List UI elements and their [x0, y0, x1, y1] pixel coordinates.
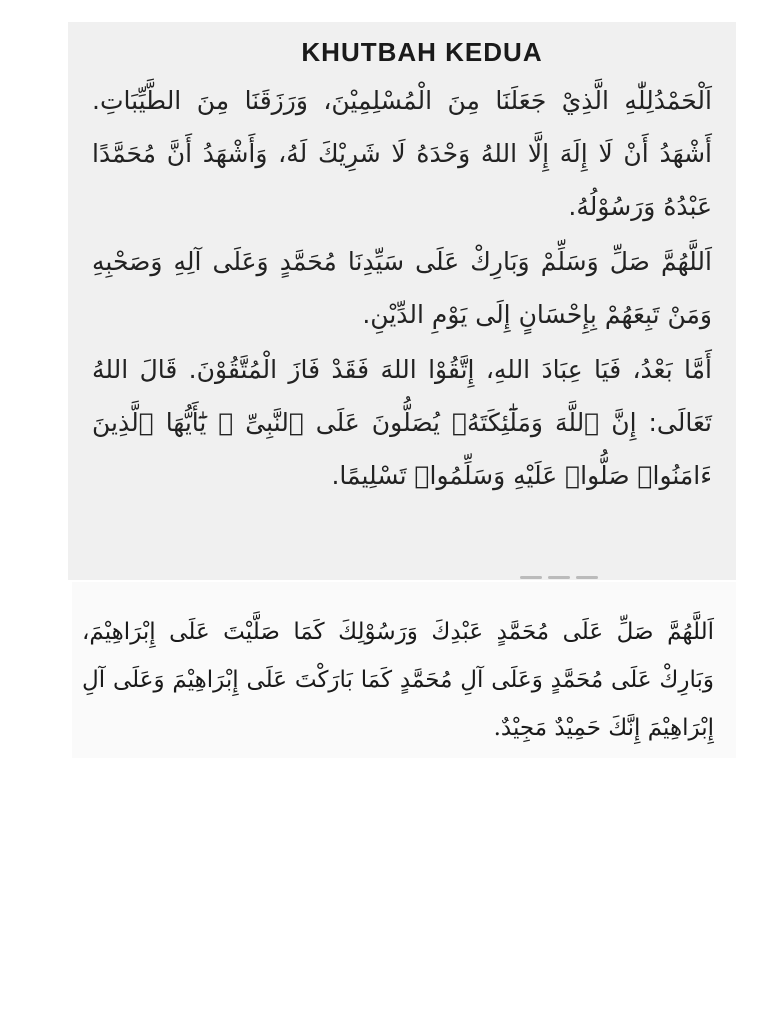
salawat-paragraph: اَللَّهُمَّ صَلِّ وَسَلِّمْ وَبَارِكْ عَلَى سَيِّدِنَا مُحَمَّدٍ وَعَلَى آلِهِ وَصَحْبِهِ وَمَنْ تَبِعَهُمْ بِإِحْسَانٍ إِلَى يَوْمِ الدِّيْنِ. — [92, 247, 712, 329]
khutbah-scan-bottom — [72, 582, 736, 758]
ibrahimiyya-salawat-paragraph: اَللَّهُمَّ صَلِّ عَلَى مُحَمَّدٍ عَبْدِكَ وَرَسُوْلِكَ كَمَا صَلَّيْتَ عَلَى إِبْرَاهِيْمَ، وَبَارِكْ عَلَى مُحَمَّدٍ وَعَلَى آلِ مُحَمَّدٍ كَمَا بَارَكْتَ عَلَى إِبْرَاهِيْمَ وَعَلَى آلِ إِبْرَاهِيْمَ إِنَّكَ حَمِيْدٌ مَجِيْدٌ. — [82, 619, 714, 741]
cropped-text-remnant — [520, 566, 640, 580]
amma-bad-paragraph: أَمَّا بَعْدُ، فَيَا عِبَادَ اللهِ، إِتَّقُوْا اللهَ فَقَدْ فَازَ الْمُتَّقُوْنَ. قَالَ اللهُ تَعَالَى: إِنَّ ٱللَّهَ وَمَلَٰٓئِكَتَهُۥ يُصَلُّونَ عَلَى ٱلنَّبِىِّ ۚ يَٰٓأَيُّهَا ٱلَّذِينَ ءَامَنُوا۟ صَلُّوا۟ عَلَيْهِ وَسَلِّمُوا۟ تَسْلِيمًا. — [92, 355, 712, 490]
document-title: KHUTBAH KEDUA — [301, 37, 543, 67]
opening-praise-paragraph: اَلْحَمْدُلِلّٰهِ الَّذِيْ جَعَلَنَا مِنَ الْمُسْلِمِيْنَ، وَرَزَقَنَا مِنَ الطَّيِّبَاتِ. أَشْهَدُ أَنْ لَا إِلَهَ إِلَّا اللهُ وَحْدَهُ لَا شَرِيْكَ لَهُ، وَأَشْهَدُ أَنَّ مُحَمَّدًا عَبْدُهُ وَرَسُوْلُهُ. — [92, 86, 712, 221]
khutbah-scan-top — [68, 22, 736, 580]
